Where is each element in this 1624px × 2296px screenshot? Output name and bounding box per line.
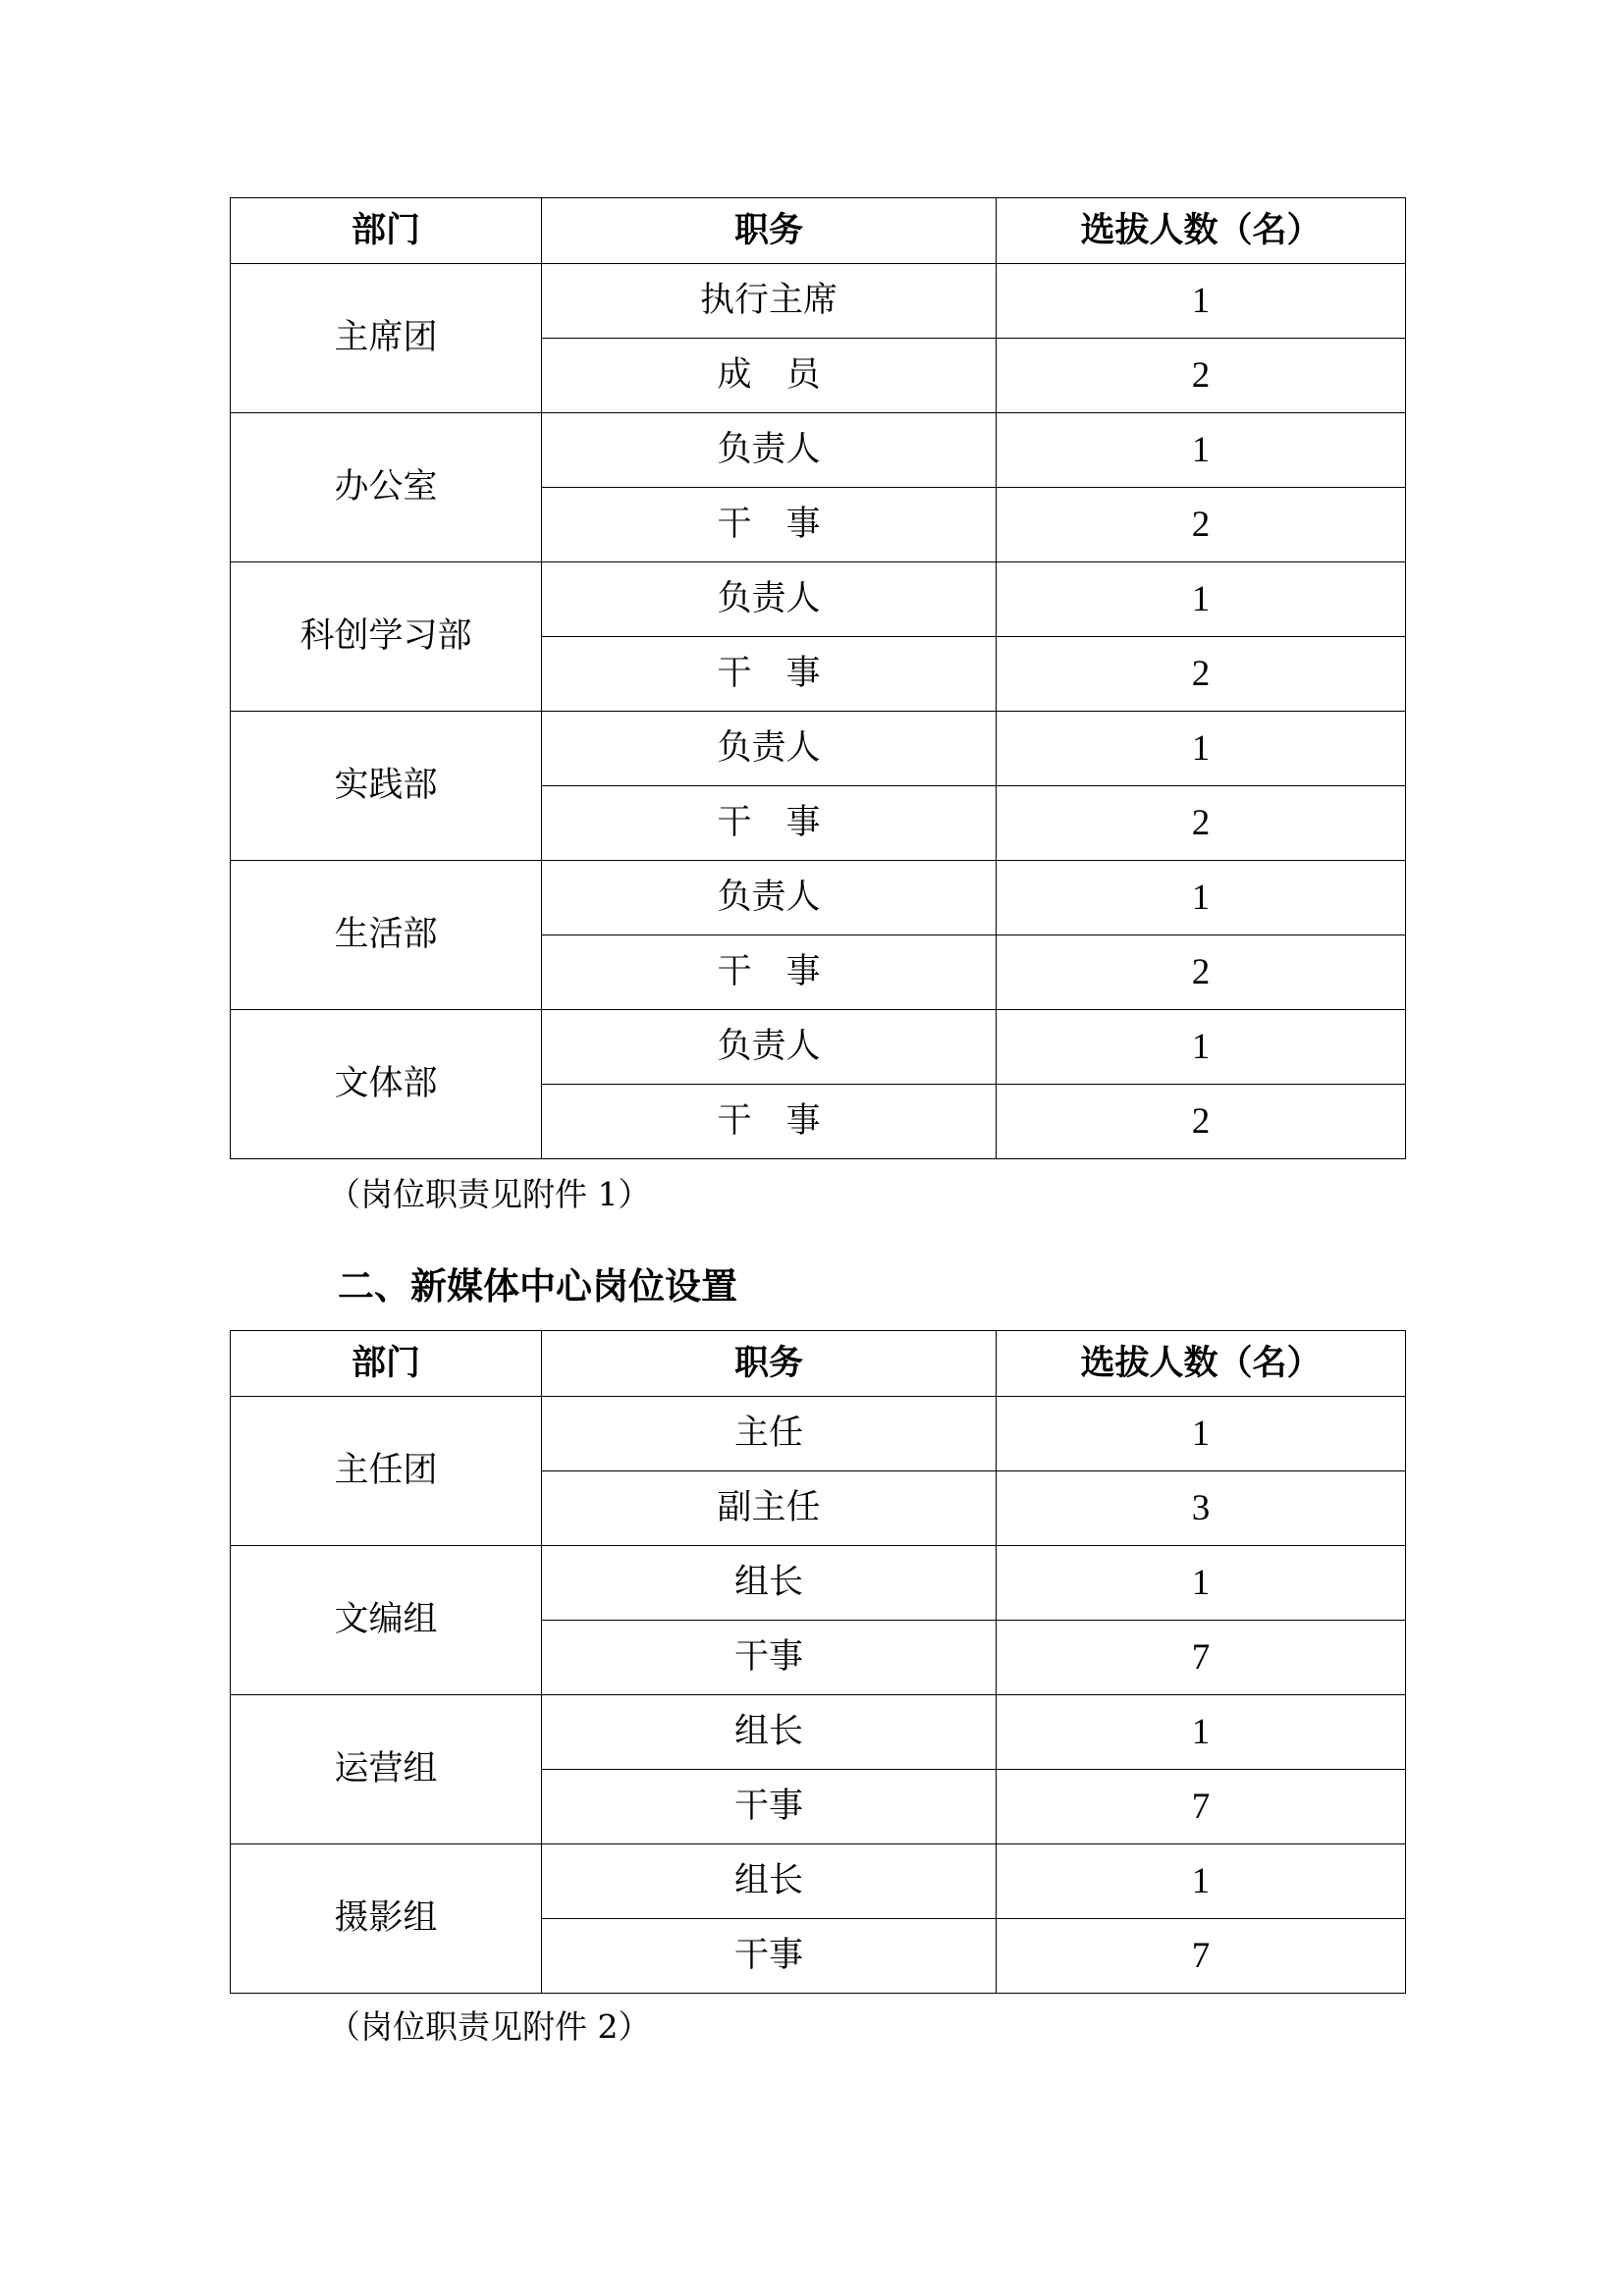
role-cell: 执行主席 bbox=[542, 264, 997, 339]
table-row bbox=[231, 712, 1406, 786]
header-dept: 部门 bbox=[231, 198, 542, 264]
count-cell: 1 bbox=[997, 712, 1406, 786]
dept-cell: 文编组 bbox=[231, 1546, 542, 1695]
attachment-note-1: （岗位职责见附件 1） bbox=[328, 1175, 651, 1213]
header-role: 职务 bbox=[542, 198, 997, 264]
table-row bbox=[231, 413, 1406, 488]
table-header bbox=[231, 1331, 1406, 1397]
table-row bbox=[231, 1546, 1406, 1621]
dept-cell: 摄影组 bbox=[231, 1844, 542, 1994]
count-cell: 7 bbox=[997, 1770, 1406, 1844]
dept-cell: 主席团 bbox=[231, 264, 542, 413]
count-cell: 1 bbox=[997, 264, 1406, 339]
count-cell: 2 bbox=[997, 1085, 1406, 1159]
dept-cell: 主任团 bbox=[231, 1397, 542, 1546]
role-cell: 负责人 bbox=[542, 1010, 997, 1085]
role-cell: 成 员 bbox=[542, 339, 997, 413]
table-row bbox=[231, 1695, 1406, 1770]
table-row bbox=[231, 264, 1406, 339]
student-union-positions-table bbox=[230, 197, 1406, 1159]
count-cell: 2 bbox=[997, 935, 1406, 1010]
count-cell: 2 bbox=[997, 637, 1406, 712]
new-media-positions-table bbox=[230, 1330, 1406, 1994]
count-cell: 1 bbox=[997, 1010, 1406, 1085]
role-cell: 干事 bbox=[542, 1621, 997, 1695]
role-cell: 组长 bbox=[542, 1695, 997, 1770]
count-cell: 7 bbox=[997, 1919, 1406, 1994]
table-row bbox=[231, 1844, 1406, 1919]
section-heading-new-media: 二、新媒体中心岗位设置 bbox=[338, 1265, 737, 1308]
dept-cell: 实践部 bbox=[231, 712, 542, 861]
table-body bbox=[231, 1397, 1406, 1994]
role-cell: 干事 bbox=[542, 1770, 997, 1844]
count-cell: 1 bbox=[997, 1844, 1406, 1919]
count-cell: 2 bbox=[997, 488, 1406, 562]
table-row bbox=[231, 1010, 1406, 1085]
count-cell: 2 bbox=[997, 786, 1406, 861]
count-cell: 1 bbox=[997, 861, 1406, 935]
role-cell: 负责人 bbox=[542, 861, 997, 935]
dept-cell: 运营组 bbox=[231, 1695, 542, 1844]
count-cell: 1 bbox=[997, 562, 1406, 637]
header-role: 职务 bbox=[542, 1331, 997, 1397]
header-count: 选拔人数（名） bbox=[997, 1331, 1406, 1397]
table-row bbox=[231, 861, 1406, 935]
role-cell: 干 事 bbox=[542, 786, 997, 861]
role-cell: 干 事 bbox=[542, 637, 997, 712]
role-cell: 干 事 bbox=[542, 488, 997, 562]
role-cell: 负责人 bbox=[542, 413, 997, 488]
role-cell: 干事 bbox=[542, 1919, 997, 1994]
dept-cell: 文体部 bbox=[231, 1010, 542, 1159]
role-cell: 干 事 bbox=[542, 1085, 997, 1159]
role-cell: 负责人 bbox=[542, 562, 997, 637]
dept-cell: 办公室 bbox=[231, 413, 542, 562]
dept-cell: 生活部 bbox=[231, 861, 542, 1010]
count-cell: 1 bbox=[997, 1397, 1406, 1471]
role-cell: 组长 bbox=[542, 1546, 997, 1621]
dept-cell: 科创学习部 bbox=[231, 562, 542, 712]
table-row bbox=[231, 1397, 1406, 1471]
header-count: 选拔人数（名） bbox=[997, 198, 1406, 264]
role-cell: 干 事 bbox=[542, 935, 997, 1010]
count-cell: 1 bbox=[997, 1695, 1406, 1770]
role-cell: 主任 bbox=[542, 1397, 997, 1471]
header-row bbox=[231, 1331, 1406, 1397]
table-body bbox=[231, 264, 1406, 1159]
role-cell: 负责人 bbox=[542, 712, 997, 786]
table-row bbox=[231, 562, 1406, 637]
table-header bbox=[231, 198, 1406, 264]
header-dept: 部门 bbox=[231, 1331, 542, 1397]
count-cell: 7 bbox=[997, 1621, 1406, 1695]
count-cell: 2 bbox=[997, 339, 1406, 413]
role-cell: 副主任 bbox=[542, 1471, 997, 1546]
header-row bbox=[231, 198, 1406, 264]
count-cell: 1 bbox=[997, 1546, 1406, 1621]
count-cell: 1 bbox=[997, 413, 1406, 488]
count-cell: 3 bbox=[997, 1471, 1406, 1546]
role-cell: 组长 bbox=[542, 1844, 997, 1919]
attachment-note-2: （岗位职责见附件 2） bbox=[328, 2007, 651, 2046]
